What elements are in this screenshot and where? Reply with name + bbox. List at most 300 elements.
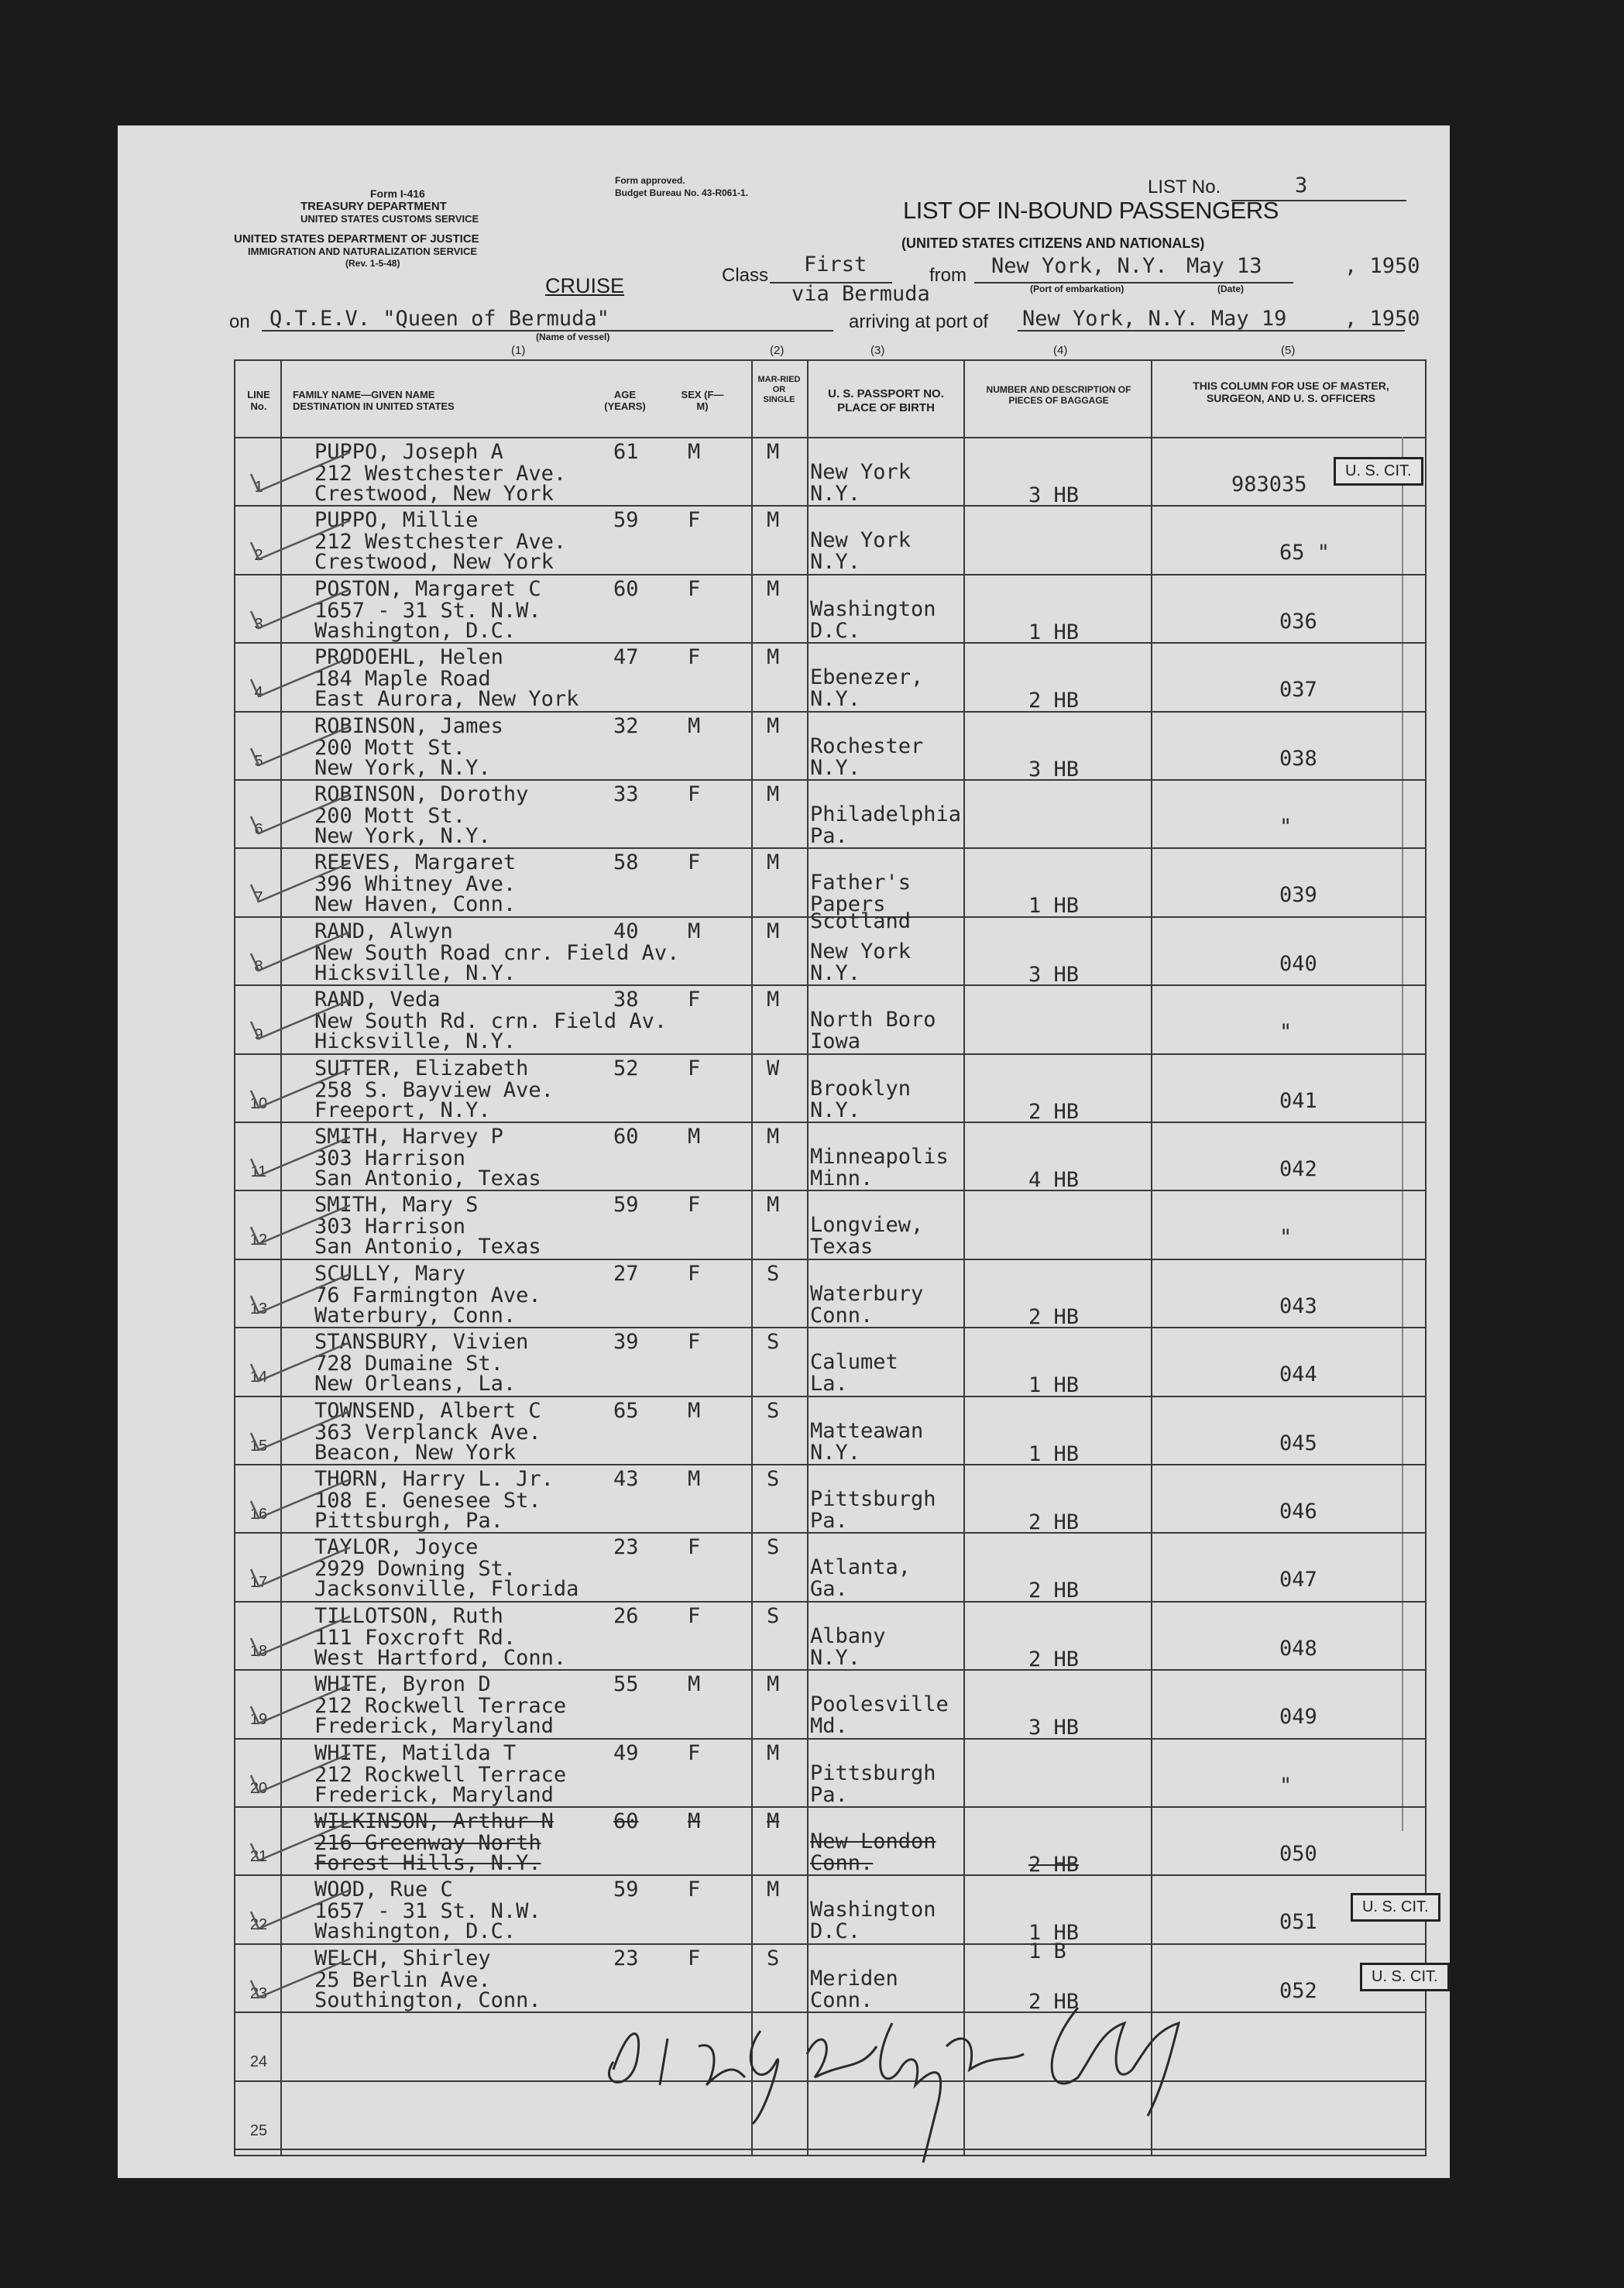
baggage-count: 1 HB bbox=[1028, 1441, 1080, 1466]
line-number: 15 bbox=[249, 1437, 268, 1455]
birthplace-state: Pa. bbox=[810, 824, 848, 848]
birthplace-state: La. bbox=[810, 1372, 848, 1397]
line-number: 5 bbox=[254, 752, 263, 770]
passenger-address: 363 Verplanck Ave. bbox=[314, 1420, 541, 1445]
check-mark-icon bbox=[249, 863, 358, 909]
officer-number: 65 " bbox=[1279, 541, 1330, 565]
birthplace-state: Minn. bbox=[810, 1166, 874, 1190]
officer-number: 042 bbox=[1279, 1157, 1317, 1181]
birthplace: Waterbury bbox=[810, 1281, 924, 1306]
via-bermuda: via Bermuda bbox=[791, 282, 930, 306]
passenger-address: 396 Whitney Ave. bbox=[314, 872, 517, 897]
passenger-city: Forest Hills, N.Y. bbox=[314, 1851, 541, 1875]
officer-number: 052 bbox=[1279, 1978, 1317, 2003]
passenger-city: Hicksville, N.Y. bbox=[314, 960, 517, 985]
birthplace-state: Pa. bbox=[810, 1782, 848, 1807]
passenger-age: 43 bbox=[613, 1467, 639, 1491]
marital-status: M bbox=[767, 919, 780, 943]
passenger-name: WELCH, Shirley bbox=[314, 1946, 491, 1970]
passenger-sex: F bbox=[688, 576, 701, 601]
line-number: 20 bbox=[249, 1779, 268, 1797]
check-mark-icon bbox=[249, 727, 358, 773]
marital-status: M bbox=[767, 645, 780, 670]
passenger-sex: F bbox=[688, 1535, 701, 1560]
passenger-name: TAYLOR, Joyce bbox=[314, 1535, 479, 1560]
line-number: 10 bbox=[249, 1094, 268, 1112]
passenger-name: WHITE, Byron D bbox=[314, 1672, 491, 1697]
check-mark-icon bbox=[249, 932, 358, 978]
marital-status: S bbox=[767, 1330, 780, 1355]
customs-service: UNITED STATES CUSTOMS SERVICE bbox=[300, 213, 479, 225]
baggage-count: 1 B bbox=[1028, 1939, 1066, 1964]
officer-number: 050 bbox=[1279, 1842, 1317, 1866]
form-number: Form I-416 bbox=[370, 187, 425, 200]
embarkation-year: , 1950 bbox=[1344, 254, 1420, 278]
passenger-address: 76 Farmington Ave. bbox=[314, 1283, 541, 1307]
header-officers-column: THIS COLUMN FOR USE OF MASTER, SURGEON, AND U. S. OFFICERS bbox=[1193, 380, 1389, 404]
passenger-name: SUTTER, Elizabeth bbox=[314, 1056, 529, 1080]
check-mark-icon bbox=[249, 1342, 358, 1389]
passenger-name: RAND, Alwyn bbox=[314, 919, 453, 943]
passenger-name: WILKINSON, Arthur N bbox=[314, 1809, 554, 1833]
check-mark-icon bbox=[249, 1411, 358, 1458]
passenger-sex: M bbox=[688, 713, 701, 738]
officer-number: 043 bbox=[1279, 1293, 1317, 1318]
baggage-count: 1 HB bbox=[1028, 1373, 1080, 1398]
list-number: 3 bbox=[1295, 173, 1308, 198]
passenger-age: 65 bbox=[613, 1398, 639, 1423]
officer-number: 983035 bbox=[1231, 472, 1307, 496]
passenger-address: 111 Foxcroft Rd. bbox=[314, 1625, 517, 1650]
birthplace: Pittsburgh bbox=[810, 1761, 936, 1785]
passenger-name: SCULLY, Mary bbox=[314, 1261, 466, 1286]
col-num-2: (2) bbox=[770, 344, 785, 357]
line-number: 13 bbox=[249, 1300, 268, 1317]
officer-number: 051 bbox=[1279, 1910, 1317, 1935]
officer-number: 037 bbox=[1279, 678, 1317, 703]
passenger-name: RAND, Veda bbox=[314, 988, 441, 1012]
passenger-city: Crestwood, New York bbox=[314, 550, 554, 575]
birthplace-state: Conn. bbox=[810, 1851, 874, 1875]
passenger-sex: F bbox=[688, 1261, 701, 1286]
marital-status: M bbox=[767, 850, 780, 875]
birthplace-state: Pa. bbox=[810, 1509, 848, 1533]
passenger-city: New Haven, Conn. bbox=[314, 892, 517, 917]
passenger-city: Beacon, New York bbox=[314, 1440, 517, 1465]
marital-status: M bbox=[767, 1672, 780, 1697]
marital-status: M bbox=[767, 713, 780, 738]
birthplace-state: N.Y. bbox=[810, 687, 861, 712]
birthplace: New York bbox=[810, 939, 912, 964]
passenger-city: Hicksville, N.Y. bbox=[314, 1029, 517, 1054]
passenger-sex: F bbox=[688, 1056, 701, 1080]
marital-status: S bbox=[767, 1261, 780, 1286]
birthplace: Minneapolis bbox=[810, 1145, 949, 1169]
passenger-city: New Orleans, La. bbox=[314, 1372, 517, 1397]
check-mark-icon bbox=[249, 1205, 358, 1252]
line-number: 3 bbox=[254, 615, 263, 633]
marital-status: S bbox=[767, 1398, 780, 1423]
check-mark-icon bbox=[249, 1000, 358, 1046]
line-number: 19 bbox=[249, 1711, 268, 1729]
baggage-count: 1 HB bbox=[1028, 1921, 1080, 1946]
line-number: 2 bbox=[254, 547, 263, 565]
baggage-count: 2 HB bbox=[1028, 1099, 1080, 1124]
baggage-count: 2 HB bbox=[1028, 1647, 1080, 1671]
marital-status: M bbox=[767, 508, 780, 533]
check-mark-icon bbox=[249, 1274, 358, 1321]
line-number: 6 bbox=[254, 821, 263, 838]
birthplace-state: N.Y. bbox=[810, 1098, 861, 1122]
passenger-name: ROBINSON, Dorothy bbox=[314, 782, 529, 806]
passenger-age: 52 bbox=[613, 1056, 639, 1080]
check-mark-icon bbox=[249, 589, 358, 636]
header-sex: SEX (F—M) bbox=[681, 389, 724, 412]
marital-status: S bbox=[767, 1535, 780, 1560]
passenger-city: San Antonio, Texas bbox=[314, 1235, 541, 1259]
passenger-age: 33 bbox=[613, 782, 639, 806]
officer-number: 046 bbox=[1279, 1500, 1317, 1524]
birthplace: Washington bbox=[810, 596, 936, 621]
passenger-city: New York, N.Y. bbox=[314, 824, 491, 848]
marital-status: S bbox=[767, 1603, 780, 1628]
passenger-name: WOOD, Rue C bbox=[314, 1877, 453, 1902]
passenger-age: 60 bbox=[613, 576, 639, 601]
birthplace-state: Papers bbox=[810, 892, 886, 917]
passenger-age: 60 bbox=[613, 1125, 639, 1149]
birthplace-state: Iowa bbox=[810, 1029, 861, 1054]
marital-status: S bbox=[767, 1467, 780, 1491]
birthplace-state: Md. bbox=[810, 1714, 848, 1739]
passenger-sex: F bbox=[688, 1877, 701, 1902]
passenger-name: ROBINSON, James bbox=[314, 713, 503, 738]
passenger-name: WHITE, Matilda T bbox=[314, 1740, 517, 1765]
officer-number: 038 bbox=[1279, 746, 1317, 771]
ins-service: IMMIGRATION AND NATURALIZATION SERVICE bbox=[248, 246, 478, 257]
check-mark-icon bbox=[249, 658, 358, 704]
passenger-city: Frederick, Maryland bbox=[314, 1714, 554, 1739]
line-number: 9 bbox=[254, 1026, 263, 1044]
passenger-sex: F bbox=[688, 1330, 701, 1355]
passenger-sex: M bbox=[688, 1467, 701, 1491]
passenger-city: Jacksonville, Florida bbox=[314, 1577, 579, 1602]
passenger-city: New York, N.Y. bbox=[314, 755, 491, 780]
line-number: 17 bbox=[249, 1574, 268, 1592]
officer-number: " bbox=[1279, 1020, 1293, 1045]
inspector-signature bbox=[582, 1977, 1124, 2108]
passenger-city: East Aurora, New York bbox=[314, 687, 579, 712]
form-approved: Form approved. bbox=[615, 175, 685, 186]
marital-status: M bbox=[767, 988, 780, 1012]
passenger-age: 27 bbox=[613, 1261, 639, 1286]
passenger-address: 212 Rockwell Terrace bbox=[314, 1694, 567, 1719]
passenger-city: Pittsburgh, Pa. bbox=[314, 1509, 503, 1533]
birthplace-state: Conn. bbox=[810, 1303, 874, 1328]
passenger-sex: F bbox=[688, 988, 701, 1012]
us-citizen-stamp: U. S. CIT. bbox=[1360, 1963, 1450, 1991]
passenger-sex: F bbox=[688, 508, 701, 533]
passenger-age: 23 bbox=[613, 1535, 639, 1560]
passenger-city: West Hartford, Conn. bbox=[314, 1645, 567, 1670]
birthplace-state: Texas bbox=[810, 1235, 874, 1259]
passenger-address: 258 S. Bayview Ave. bbox=[314, 1077, 554, 1102]
passenger-name: TILLOTSON, Ruth bbox=[314, 1603, 503, 1628]
passenger-sex: F bbox=[688, 782, 701, 806]
birthplace: Calumet bbox=[810, 1350, 898, 1375]
justice-dept: UNITED STATES DEPARTMENT OF JUSTICE bbox=[234, 232, 479, 246]
birthplace-state: N.Y. bbox=[810, 960, 861, 985]
check-mark-icon bbox=[249, 1616, 358, 1663]
line-number: 21 bbox=[249, 1848, 268, 1865]
arrival-year: , 1950 bbox=[1344, 307, 1420, 331]
line-number: 7 bbox=[254, 889, 263, 907]
passenger-name: SMITH, Harvey P bbox=[314, 1125, 503, 1149]
birthplace: Philadelphia bbox=[810, 802, 962, 826]
check-mark-icon bbox=[249, 1479, 358, 1526]
passenger-city: Washington, D.C. bbox=[314, 1919, 517, 1944]
passenger-sex: F bbox=[688, 1946, 701, 1970]
passenger-address: 212 Westchester Ave. bbox=[314, 530, 567, 555]
marital-status: W bbox=[767, 1056, 780, 1080]
class-label: Class bbox=[722, 265, 769, 286]
passenger-address: 212 Westchester Ave. bbox=[314, 462, 567, 486]
passenger-address: 216 Greenway North bbox=[314, 1831, 541, 1855]
embarkation-caption: (Port of embarkation) bbox=[1030, 283, 1124, 294]
passenger-sex: F bbox=[688, 1193, 701, 1218]
treasury-dept: TREASURY DEPARTMENT bbox=[300, 200, 447, 213]
baggage-count: 1 HB bbox=[1028, 894, 1080, 919]
passenger-age: 23 bbox=[613, 1946, 639, 1970]
col-num-1: (1) bbox=[511, 344, 526, 357]
passenger-name: POSTON, Margaret C bbox=[314, 576, 541, 601]
marital-status: M bbox=[767, 440, 780, 464]
header-married-single: MAR-RIED OR SINGLE bbox=[757, 375, 801, 404]
passenger-sex: F bbox=[688, 1740, 701, 1765]
line-number: 11 bbox=[250, 1163, 267, 1180]
passenger-name: PUPPO, Millie bbox=[314, 508, 479, 533]
class-value: First bbox=[804, 253, 867, 277]
line-number: 22 bbox=[249, 1916, 268, 1934]
birthplace: Atlanta, bbox=[810, 1555, 912, 1580]
baggage-count: 3 HB bbox=[1028, 757, 1080, 782]
birthplace: Father's bbox=[810, 871, 912, 895]
passenger-city: Southington, Conn. bbox=[314, 1987, 541, 2012]
baggage-count: 2 HB bbox=[1028, 1510, 1080, 1534]
check-mark-icon bbox=[249, 795, 358, 841]
passenger-address: 212 Rockwell Terrace bbox=[314, 1762, 567, 1787]
passenger-address: 200 Mott St. bbox=[314, 804, 466, 828]
header-name-destination: FAMILY NAME—GIVEN NAME DESTINATION IN UNITED STATES bbox=[293, 389, 455, 412]
line-number: 24 bbox=[249, 2053, 268, 2071]
birthplace: North Boro bbox=[810, 1008, 936, 1032]
check-mark-icon bbox=[249, 1959, 358, 2005]
passenger-address: 1657 - 31 St. N.W. bbox=[314, 598, 541, 623]
birthplace: Brooklyn bbox=[810, 1076, 912, 1101]
passenger-sex: M bbox=[688, 1672, 701, 1697]
passenger-address: 2929 Downing St. bbox=[314, 1557, 517, 1582]
birthplace-state: D.C. bbox=[810, 618, 861, 643]
passenger-city: Freeport, N.Y. bbox=[314, 1098, 491, 1122]
passenger-city: Crestwood, New York bbox=[314, 482, 554, 506]
vessel-caption: (Name of vessel) bbox=[536, 332, 610, 342]
passenger-name: TOWNSEND, Albert C bbox=[314, 1398, 541, 1423]
passenger-age: 47 bbox=[613, 645, 639, 670]
check-mark-icon bbox=[249, 1890, 358, 1936]
passenger-sex: F bbox=[688, 645, 701, 670]
passenger-name: THORN, Harry L. Jr. bbox=[314, 1467, 554, 1491]
embarkation-port: New York, N.Y. bbox=[991, 254, 1168, 278]
birthplace-state: N.Y. bbox=[810, 755, 861, 780]
baggage-count: 2 HB bbox=[1028, 689, 1080, 713]
arriving-label: arriving at port of bbox=[849, 311, 989, 332]
baggage-count: 2 HB bbox=[1028, 1989, 1080, 2014]
passenger-sex: M bbox=[688, 440, 701, 464]
list-no-label: LIST No. bbox=[1148, 177, 1221, 198]
date-caption: (Date) bbox=[1217, 283, 1245, 294]
us-citizen-stamp: U. S. CIT. bbox=[1351, 1893, 1440, 1922]
passenger-address: New South Rd. crn. Field Av. bbox=[314, 1009, 668, 1034]
cruise-label: CRUISE bbox=[545, 274, 625, 297]
passenger-address: 108 E. Genesee St. bbox=[314, 1489, 541, 1513]
officer-number: 040 bbox=[1279, 951, 1317, 976]
officer-number: " bbox=[1279, 815, 1293, 839]
baggage-count: 2 HB bbox=[1028, 1579, 1080, 1603]
birthplace: New York bbox=[810, 528, 912, 553]
officer-number: 047 bbox=[1279, 1568, 1317, 1592]
officer-number: 044 bbox=[1279, 1362, 1317, 1387]
birthplace: New York bbox=[810, 460, 912, 484]
officer-number: 049 bbox=[1279, 1705, 1317, 1730]
birthplace: Matteawan bbox=[810, 1418, 924, 1443]
check-mark-icon bbox=[249, 1548, 358, 1594]
line-number: 16 bbox=[249, 1506, 268, 1523]
birthplace-state: N.Y. bbox=[810, 1645, 861, 1670]
passenger-city: Frederick, Maryland bbox=[314, 1782, 554, 1807]
officer-number: 041 bbox=[1279, 1088, 1317, 1113]
line-number: 4 bbox=[254, 684, 263, 702]
check-mark-icon bbox=[249, 1137, 358, 1184]
header-line-no: LINE No. bbox=[247, 389, 270, 412]
birthplace: Ebenezer, bbox=[810, 665, 924, 690]
line-number: 25 bbox=[249, 2121, 268, 2139]
passenger-age: 26 bbox=[613, 1603, 639, 1628]
passenger-address: 200 Mott St. bbox=[314, 735, 466, 760]
line-number: 12 bbox=[249, 1232, 268, 1249]
check-mark-icon bbox=[249, 520, 358, 567]
passenger-name: PUPPO, Joseph A bbox=[314, 440, 503, 464]
passenger-age: 32 bbox=[613, 713, 639, 738]
line-number: 1 bbox=[254, 479, 263, 496]
birthplace: New London bbox=[810, 1829, 936, 1853]
arrival-port: New York, N.Y. May 19 bbox=[1022, 307, 1287, 331]
passenger-name: SMITH, Mary S bbox=[314, 1193, 479, 1218]
birthplace-state: N.Y. bbox=[810, 550, 861, 575]
check-mark-icon bbox=[249, 1822, 358, 1868]
header-age: AGE (YEARS) bbox=[604, 389, 646, 412]
birthplace-country: Scotland bbox=[810, 909, 912, 934]
marital-status: S bbox=[767, 1946, 780, 1970]
officer-number: 039 bbox=[1279, 883, 1317, 908]
passenger-address: 184 Maple Road bbox=[314, 667, 491, 692]
passenger-age: 59 bbox=[613, 508, 639, 533]
officer-number: " bbox=[1279, 1773, 1293, 1798]
passenger-address: 25 Berlin Ave. bbox=[314, 1967, 491, 1992]
baggage-count: 4 HB bbox=[1028, 1168, 1080, 1192]
birthplace: Longview, bbox=[810, 1213, 924, 1238]
passenger-city: San Antonio, Texas bbox=[314, 1166, 541, 1190]
baggage-count: 2 HB bbox=[1028, 1853, 1080, 1877]
birthplace: Rochester bbox=[810, 733, 924, 758]
birthplace-state: Ga. bbox=[810, 1577, 848, 1602]
birthplace: Poolesville bbox=[810, 1692, 949, 1717]
check-mark-icon bbox=[249, 1069, 358, 1115]
passenger-name: REEVES, Margaret bbox=[314, 850, 517, 875]
marital-status: M bbox=[767, 1125, 780, 1149]
passenger-age: 60 bbox=[613, 1809, 639, 1833]
birthplace: Albany bbox=[810, 1623, 886, 1648]
passenger-age: 40 bbox=[613, 919, 639, 943]
header-passport-birthplace: U. S. PASSPORT NO. PLACE OF BIRTH bbox=[828, 387, 944, 414]
embarkation-date: May 13 bbox=[1186, 254, 1262, 278]
line-number: 14 bbox=[249, 1369, 268, 1386]
header-baggage: NUMBER AND DESCRIPTION OF PIECES OF BAGGAGE bbox=[986, 384, 1131, 406]
passenger-age: 49 bbox=[613, 1740, 639, 1765]
manifest-sheet bbox=[118, 125, 1450, 2178]
marital-status: M bbox=[767, 576, 780, 601]
vessel-name: Q.T.E.V. "Queen of Bermuda" bbox=[270, 307, 609, 331]
passenger-age: 58 bbox=[613, 850, 639, 875]
form-subtitle: (UNITED STATES CITIZENS AND NATIONALS) bbox=[901, 235, 1205, 251]
marital-status: M bbox=[767, 1877, 780, 1902]
officer-number: " bbox=[1279, 1225, 1293, 1250]
on-label: on bbox=[229, 311, 250, 332]
passenger-sex: M bbox=[688, 919, 701, 943]
marital-status: M bbox=[767, 1193, 780, 1218]
birthplace-state: D.C. bbox=[810, 1919, 861, 1944]
line-number: 18 bbox=[249, 1642, 268, 1660]
passenger-age: 61 bbox=[613, 440, 639, 464]
col-num-3: (3) bbox=[870, 344, 885, 357]
officer-number: 048 bbox=[1279, 1636, 1317, 1661]
passenger-sex: M bbox=[688, 1809, 701, 1833]
birthplace-state: Conn. bbox=[810, 1987, 874, 2012]
passenger-address: 303 Harrison bbox=[314, 1146, 466, 1170]
birthplace: Pittsburgh bbox=[810, 1487, 936, 1511]
passenger-name: STANSBURY, Vivien bbox=[314, 1330, 529, 1355]
baggage-count: 3 HB bbox=[1028, 962, 1080, 987]
birthplace-state: N.Y. bbox=[810, 1440, 861, 1465]
passenger-age: 39 bbox=[613, 1330, 639, 1355]
birthplace-state: N.Y. bbox=[810, 482, 861, 506]
passenger-address: 1657 - 31 St. N.W. bbox=[314, 1899, 541, 1924]
baggage-count: 1 HB bbox=[1028, 620, 1080, 644]
check-mark-icon bbox=[249, 1685, 358, 1731]
officer-number: 036 bbox=[1279, 609, 1317, 634]
revision: (Rev. 1-5-48) bbox=[345, 258, 400, 269]
check-mark-icon bbox=[249, 452, 358, 499]
budget-bureau: Budget Bureau No. 43-R061-1. bbox=[615, 187, 749, 198]
passenger-age: 38 bbox=[613, 988, 639, 1012]
marital-status: M bbox=[767, 1809, 780, 1833]
passenger-age: 59 bbox=[613, 1877, 639, 1902]
line-number: 8 bbox=[254, 957, 263, 975]
form-title: LIST OF IN-BOUND PASSENGERS bbox=[903, 197, 1279, 224]
col-num-5: (5) bbox=[1281, 344, 1296, 357]
passenger-name: PRODOEHL, Helen bbox=[314, 645, 503, 670]
passenger-sex: F bbox=[688, 1603, 701, 1628]
marital-status: M bbox=[767, 782, 780, 806]
passenger-city: Washington, D.C. bbox=[314, 618, 517, 643]
